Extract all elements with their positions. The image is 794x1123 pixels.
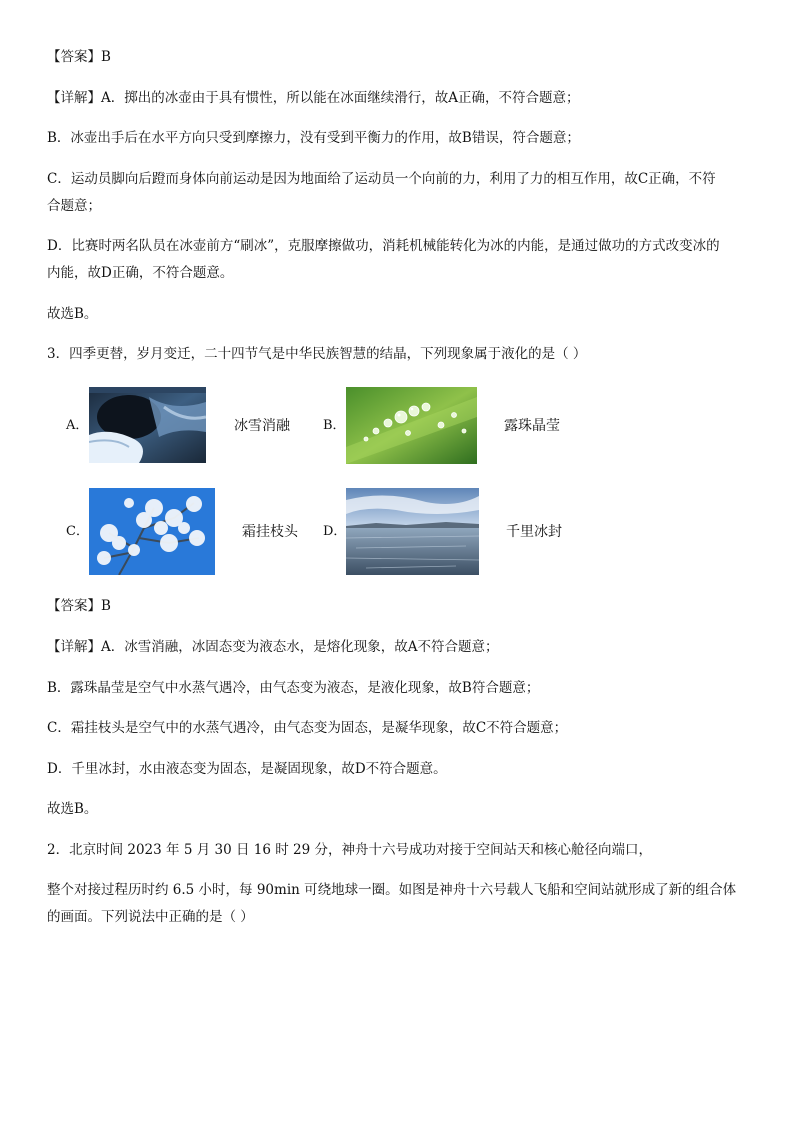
detail-d-line-1: D．比赛时两名队员在冰壶前方“刷冰”，克服摩擦做功，消耗机械能转化为冰的内能，是通过做功的方式改变冰的 (47, 238, 720, 254)
answer-line: 【答案】B (47, 49, 111, 65)
detail-d-line-2: 内能，故D正确，不符合题意。 (47, 265, 234, 281)
option-c-text: 霜挂枝头 (242, 524, 298, 540)
choose-line-2: 故选B。 (47, 801, 98, 817)
detail-a-line-2: 【详解】A．冰雪消融，冰固态变为液态水，是熔化现象，故A不符合题意； (47, 639, 499, 655)
option-d-text: 千里冰封 (506, 524, 562, 540)
option-c-letter: C． (66, 524, 89, 539)
question-3-stem: 3．四季更替，岁月变迁，二十四节气是中华民族智慧的结晶，下列现象属于液化的是（ ） (47, 346, 587, 362)
option-a-photo-snow-melting (89, 387, 206, 463)
detail-c-line-2b: C．霜挂枝头是空气中的水蒸气遇冷，由气态变为固态，是凝华现象，故C不符合题意； (47, 720, 568, 736)
option-b-text: 露珠晶莹 (504, 418, 560, 434)
answer-line-2: 【答案】B (47, 598, 111, 614)
question-2-line-1: 2．北京时间 2023 年 5 月 30 日 16 时 29 分，神舟十六号成功对接于空间站天和核心舱径向端口， (47, 842, 652, 858)
question-2-line-2: 整个对接过程历时约 6.5 小时，每 90min 可绕地球一圈。如图是神舟十六号载人飞船和空间站就形成了新的组合体 (47, 882, 737, 898)
option-a-text: 冰雪消融 (234, 418, 290, 434)
question-2-line-3: 的画面。下列说法中正确的是（ ） (47, 909, 254, 925)
option-a-letter: A． (66, 418, 89, 433)
option-d-photo-frozen-lake (346, 488, 479, 575)
option-c-photo-frost-branches (89, 488, 215, 575)
option-b-letter: B． (323, 418, 346, 433)
detail-c-line-1: C．运动员脚向后蹬而身体向前运动是因为地面给了运动员一个向前的力，利用了力的相互作用，故C正确，不符 (47, 171, 716, 187)
detail-a-line: 【详解】A．掷出的冰壶由于具有惯性，所以能在冰面继续滑行，故A正确，不符合题意； (47, 90, 580, 106)
choose-line: 故选B。 (47, 306, 98, 322)
option-d-letter: D． (323, 524, 347, 539)
option-b-photo-dew-drops (346, 387, 477, 464)
detail-b-line: B．冰壶出手后在水平方向只受到摩擦力，没有受到平衡力的作用，故B错误，符合题意； (47, 130, 580, 146)
detail-b-line-2: B．露珠晶莹是空气中水蒸气遇冷，由气态变为液态，是液化现象，故B符合题意； (47, 680, 540, 696)
detail-d-line-2b: D．千里冰封，水由液态变为固态，是凝固现象，故D不符合题意。 (47, 761, 447, 777)
detail-c-line-2: 合题意； (47, 198, 101, 214)
